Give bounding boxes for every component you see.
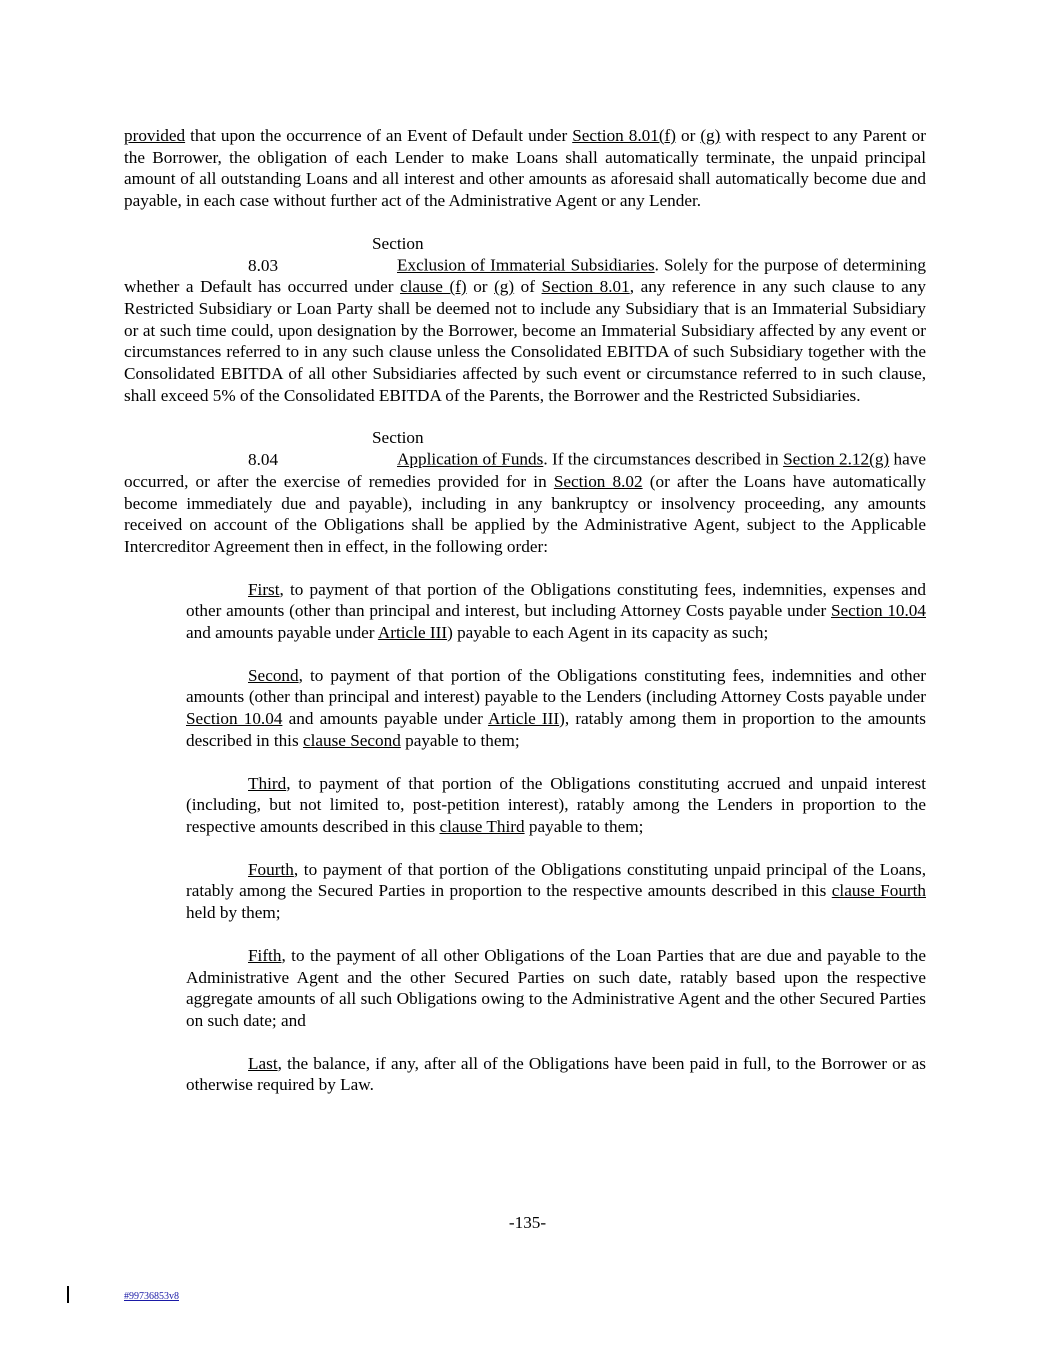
clause-label: Last xyxy=(248,1053,278,1073)
cross-reference: Article III xyxy=(488,709,560,729)
cross-reference: Article III xyxy=(377,623,448,643)
cross-reference: Section 8.02 xyxy=(553,471,643,491)
cross-reference: (g) xyxy=(494,277,515,297)
document-id-link[interactable]: #99736853v8 xyxy=(124,1291,179,1302)
section-8-03-paragraph: Section 8.03 Exclusion of Immaterial Subsidiaries. Solely for the purpose of determining whether a Default has occurred under clause (f) or (g) of Section 8.01, any reference in any such clause to any Restricted Subsidiary or Loan Party shall be deemed not to include any Subsidiary that is an Immaterial Subsidiary or at such time could, upon designation by the Borrower, become an Immaterial Subsidiary affected by any event or circumstances referred to in any such clause unless the Consolidated EBITDA of such Subsidiary together with the Consolidated EBITDA of all other Subsidiaries affected by such event or circumstance referred to in such clause, shall exceed 5% of the Consolidated EBITDA of the Parents, the Borrower and the Restricted Subsidiaries. xyxy=(124,233,926,405)
cross-reference: Section 2.12(g) xyxy=(783,450,890,470)
cross-reference: clause (f) xyxy=(399,277,467,297)
revision-bar xyxy=(67,1286,69,1303)
clause-third: Third, to payment of that portion of the Obligations constituting accrued and unpaid interest (including, but not limited to, post-petition interest), ratably among the Lenders in proportion to the respective amounts described in this clause Third payable to them; xyxy=(186,773,926,836)
cross-reference: clause Second xyxy=(302,730,401,750)
section-number: Section 8.04 xyxy=(248,428,424,470)
section-8-04-paragraph: Section 8.04 Application of Funds. If the circumstances described in Section 2.12(g) have occurred, or after the exercise of remedies provided for in Section 8.02 (or after the Loans have automatically become immediately due and payable), including in any bankruptcy or insolvency proceeding, any amounts received on account of the Obligations shall be applied by the Administrative Agent, subject to the Applicable Intercreditor Agreement then in effect, in the following order: xyxy=(124,428,926,556)
cross-reference: Section 8.01(f) xyxy=(572,126,677,145)
provided-term: provided xyxy=(124,126,186,145)
clause-label: Second xyxy=(248,665,299,685)
clause-first: First, to payment of that portion of the Obligations constituting fees, indemnities, expenses and other amounts (other than principal and interest, but including Attorney Costs payable under Section 10.04 and amounts payable under Article III) payable to each Agent in its capacity as such; xyxy=(186,579,926,643)
cross-reference: clause Third xyxy=(439,816,525,836)
clause-fifth: Fifth, to the payment of all other Obligations of the Loan Parties that are due and payable to the Administrative Agent and the other Secured Parties on such date, ratably based upon the respective aggregate amounts of all such Obligations owing to the Administrative Agent and the other Secured Parties on such date; and xyxy=(186,945,926,1030)
clause-label: First xyxy=(248,579,280,599)
cross-reference: Section 10.04 xyxy=(186,709,283,729)
section-number: Section 8.03 xyxy=(248,233,424,275)
section-heading: Application of Funds xyxy=(397,450,544,470)
clause-fourth: Fourth, to payment of that portion of the Obligations constituting unpaid principal of the Loans, ratably among the Secured Parties in proportion to the respective amounts described in this clause Fourth held by them; xyxy=(186,859,927,923)
page-number: -135- xyxy=(508,1213,547,1232)
provided-paragraph: provided that upon the occurrence of an Event of Default under Section 8.01(f) or (g) with respect to any Parent or the Borrower, the obligation of each Lender to make Loans shall automatically terminate, the unpaid principal amount of all outstanding Loans and all interest and other amounts as aforesaid shall automatically become due and payable, in each case without further act of the Administrative Agent or any Lender. xyxy=(124,126,926,211)
clause-label: Fifth xyxy=(248,945,282,965)
cross-reference: (g) xyxy=(700,126,721,145)
cross-reference: Section 10.04 xyxy=(830,601,926,621)
section-heading: Exclusion of Immaterial Subsidiaries xyxy=(397,255,655,275)
clause-last: Last, the balance, if any, after all of the Obligations have been paid in full, to the Borrower or as otherwise required by Law. xyxy=(186,1053,926,1095)
clause-second: Second, to payment of that portion of the Obligations constituting fees, indemnities and other amounts (other than principal and interest) payable to the Lenders (including Attorney Costs payable under Section 10.04 and amounts payable under Article III), ratably among them in proportion to the amounts described in this clause Second payable to them; xyxy=(186,665,926,750)
clause-label: Fourth xyxy=(248,859,294,879)
cross-reference: Section 8.01 xyxy=(541,277,630,297)
page-body xyxy=(124,125,926,1096)
clause-label: Third xyxy=(248,773,287,793)
cross-reference: clause Fourth xyxy=(831,881,927,901)
